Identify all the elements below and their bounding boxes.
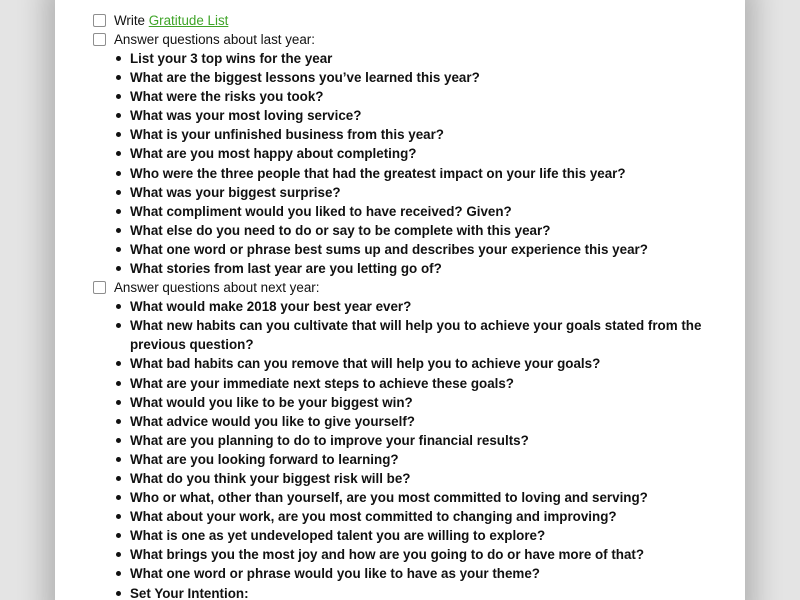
bullet-icon (116, 571, 121, 576)
question-item (130, 450, 733, 469)
bullet-icon (116, 75, 121, 80)
bullet-icon (116, 438, 121, 443)
question-text: What are you most happy about completing? (130, 146, 417, 162)
question-item (130, 240, 733, 259)
gratitude-list-link[interactable]: Gratitude List (148, 13, 229, 28)
question-item (130, 202, 733, 221)
bullet-icon (116, 304, 121, 309)
question-text: What else do you need to do or say to be complete with this year? (130, 222, 551, 238)
question-text: What new habits can you cultivate that will help you to achieve your goals stated from the previous question? (130, 318, 702, 353)
bullet-icon (116, 495, 121, 500)
question-text: What one word or phrase would you like to have as your theme? (130, 566, 540, 582)
bullet-icon (116, 381, 121, 386)
task-gratitude (93, 11, 733, 30)
question-item (130, 125, 733, 144)
question-text: What advice would you like to give yourself? (130, 413, 415, 429)
question-item (130, 68, 733, 87)
question-text: What would make 2018 your best year ever? (130, 299, 412, 315)
bullet-icon (116, 400, 121, 405)
bullet-icon (116, 94, 121, 99)
question-item (130, 49, 733, 68)
question-text: What is your unfinished business from this year? (130, 127, 444, 143)
question-text: What brings you the most joy and how are you going to do or have more of that? (130, 547, 645, 563)
task-checkbox-next-year[interactable] (93, 281, 106, 294)
question-text: What are you looking forward to learning? (130, 451, 399, 467)
question-item (130, 374, 733, 393)
question-item (130, 297, 733, 316)
question-text: What was your biggest surprise? (130, 184, 341, 200)
question-text: Who were the three people that had the greatest impact on your life this year? (130, 165, 626, 181)
bullet-icon (116, 209, 121, 214)
task-label: Answer questions about next year: (114, 280, 320, 296)
question-text: What stories from last year are you letting go of? (130, 261, 442, 277)
question-item (130, 469, 733, 488)
question-item (130, 144, 733, 163)
question-text: What compliment would you liked to have received? Given? (130, 203, 512, 219)
question-item (130, 87, 733, 106)
bullet-icon (116, 457, 121, 462)
question-text: What bad habits can you remove that will help you to achieve your goals? (130, 356, 601, 372)
bullet-icon (116, 190, 121, 195)
bullet-icon (116, 323, 121, 328)
task-label: Answer questions about last year: (114, 32, 315, 47)
bullet-icon (116, 56, 121, 61)
question-item (130, 431, 733, 450)
task-checkbox-gratitude[interactable] (93, 14, 106, 27)
bullet-icon (116, 591, 121, 596)
question-text: What about your work, are you most committed to changing and improving? (130, 509, 617, 525)
bullet-icon (116, 476, 121, 481)
question-item (130, 584, 733, 600)
question-text: What were the risks you took? (130, 89, 324, 105)
question-item (130, 221, 733, 240)
question-item (130, 393, 733, 412)
question-item (130, 316, 733, 354)
question-item (130, 545, 733, 564)
question-text: What do you think your biggest risk will be? (130, 470, 411, 486)
question-text: What is one as yet undeveloped talent you are willing to explore? (130, 528, 546, 544)
bullet-icon (116, 514, 121, 519)
task-next-year (93, 278, 733, 297)
last-year-questions (93, 49, 733, 278)
question-item (130, 488, 733, 507)
question-item (130, 183, 733, 202)
next-year-questions (93, 297, 733, 600)
question-item (130, 412, 733, 431)
task-last-year (93, 30, 733, 49)
bullet-icon (116, 132, 121, 137)
question-text: What are your immediate next steps to achieve these goals? (130, 375, 514, 391)
question-text: Set Your Intention: (130, 585, 249, 600)
question-text: List your 3 top wins for the year (130, 51, 333, 66)
question-text: Who or what, other than yourself, are you most committed to loving and serving? (130, 490, 648, 506)
bullet-icon (116, 151, 121, 156)
question-item (130, 507, 733, 526)
bullet-icon (116, 113, 121, 118)
bullet-icon (116, 552, 121, 557)
question-text: What are the biggest lessons you’ve learned this year? (130, 70, 480, 86)
bullet-icon (116, 228, 121, 233)
question-item (130, 526, 733, 545)
checklist (93, 11, 733, 600)
bullet-icon (116, 533, 121, 538)
question-text: What was your most loving service? (130, 108, 362, 124)
question-item (130, 106, 733, 125)
question-item (130, 259, 733, 278)
question-text: What would you like to be your biggest win? (130, 394, 413, 410)
bullet-icon (116, 361, 121, 366)
question-item (130, 354, 733, 373)
task-label: Write Gratitude List (114, 13, 229, 28)
question-item (130, 164, 733, 183)
note-page (55, 0, 745, 600)
question-item (130, 564, 733, 583)
bullet-icon (116, 266, 121, 271)
question-text: What are you planning to do to improve your financial results? (130, 432, 529, 448)
task-checkbox-last-year[interactable] (93, 33, 106, 46)
bullet-icon (116, 419, 121, 424)
question-text: What one word or phrase best sums up and describes your experience this year? (130, 241, 648, 257)
bullet-icon (116, 247, 121, 252)
bullet-icon (116, 171, 121, 176)
